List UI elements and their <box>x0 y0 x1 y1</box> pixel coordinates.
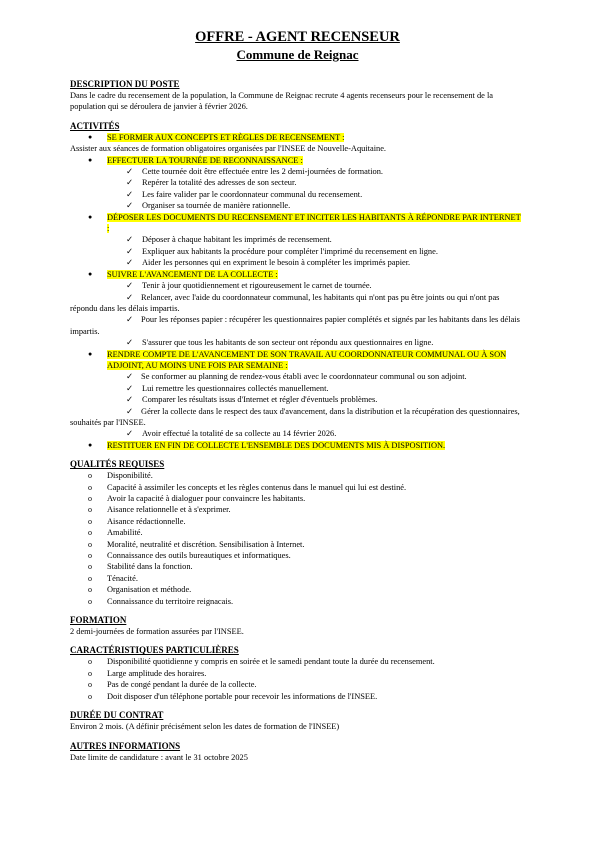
activite-subitem <box>70 314 525 337</box>
activite-item <box>70 155 525 166</box>
check-icon: ✓ <box>126 383 134 393</box>
activite-subitem <box>70 166 525 177</box>
qualite-item: o Ténacité. <box>70 573 525 584</box>
activite-label: EFFECTUER LA TOURNÉE DE RECONNAISSANCE : <box>107 155 303 165</box>
qualites-heading: QUALITÉS REQUISES <box>70 459 165 470</box>
duree-text: Environ 2 mois. (A définir précisément selon les dates de formation de l'INSEE) <box>70 722 340 732</box>
activite-item <box>70 132 525 143</box>
activite-subitem <box>70 280 525 291</box>
activite-label: RESTITUER EN FIN DE COLLECTE L'ENSEMBLE DES DOCUMENTS MIS À DISPOSITION. <box>107 440 446 450</box>
duree-heading: DURÉE DU CONTRAT <box>70 710 164 721</box>
activite-subitem <box>70 257 525 268</box>
activite-label: RENDRE COMPTE DE L'AVANCEMENT DE SON TRAVAIL AU COORDONNATEUR COMMUNAL OU À SON ADJOINT, AU MOINS UNE FOIS PAR SEMAINE : <box>107 349 507 370</box>
caracteristique-item: o Pas de congé pendant la durée de la collecte. <box>70 679 525 690</box>
check-icon: ✓ <box>126 246 134 256</box>
caracteristique-item: o Disponibilité quotidienne y compris en soirée et le samedi pendant toute la durée du recensement. <box>70 656 525 667</box>
activite-subitem-text: Expliquer aux habitants la procédure pour compléter l'imprimé du recensement en ligne. <box>142 246 438 256</box>
check-icon: ✓ <box>126 292 134 302</box>
description-text: Dans le cadre du recensement de la population, la Commune de Reignac recrute 4 agents recenseurs pour le recensement de la population qui se déroulera de janvier à février 2026. <box>70 91 493 112</box>
qualite-item: o Organisation et méthode. <box>70 584 525 595</box>
activite-subitem <box>70 234 525 245</box>
activite-subitem-text: Déposer à chaque habitant les imprimés de recensement. <box>142 235 332 245</box>
activite-label: SE FORMER AUX CONCEPTS ET RÈGLES DE RECENSEMENT : <box>107 132 345 142</box>
qualite-item: o Connaissance des outils bureautiques et informatiques. <box>70 550 525 561</box>
activite-item <box>70 349 525 372</box>
qualite-item: o Aisance rédactionnelle. <box>70 516 525 527</box>
qualite-item: o Moralité, neutralité et discrétion. Sensibilisation à Internet. <box>70 539 525 550</box>
check-icon: ✓ <box>126 338 134 348</box>
activite-subitem-text: Organiser sa tournée de manière rationnelle. <box>142 201 291 211</box>
check-icon: ✓ <box>126 315 134 325</box>
qualites-list <box>70 470 525 607</box>
page-subtitle: Commune de Reignac <box>236 47 359 62</box>
caracteristique-item: o Large amplitude des horaires. <box>70 668 525 679</box>
activites-list <box>70 132 525 451</box>
activite-subitem-text: S'assurer que tous les habitants de son secteur ont répondu aux questionnaires en ligne. <box>142 338 434 348</box>
activite-subitem-text: Relancer, avec l'aide du coordonnateur communal, les habitants qui n'ont pas pu être joints ou qui n'ont pas répondu dans les délais impartis. <box>70 292 500 313</box>
qualite-item: o Aisance relationnelle et à s'exprimer. <box>70 504 525 515</box>
activite-subitem-text: Avoir effectué la totalité de sa collecte au 14 février 2026. <box>142 429 337 439</box>
activites-heading: ACTIVITÉS <box>70 120 120 131</box>
qualite-item: o Avoir la capacité à dialoguer pour convaincre les habitants. <box>70 493 525 504</box>
activite-subitem-text: Repérer la totalité des adresses de son secteur. <box>142 178 297 188</box>
check-icon: ✓ <box>126 395 134 405</box>
check-icon: ✓ <box>126 372 134 382</box>
qualite-item: o Stabilité dans la fonction. <box>70 561 525 572</box>
activite-subitem <box>70 292 525 315</box>
check-icon: ✓ <box>126 201 134 211</box>
page-title: OFFRE - AGENT RECENSEUR <box>195 29 400 45</box>
caracteristiques-list <box>70 656 525 702</box>
activite-subitem-text: Comparer les résultats issus d'Internet et régler d'éventuels problèmes. <box>142 395 378 405</box>
qualite-item: o Connaissance du territoire reignacais. <box>70 596 525 607</box>
activite-subitem-text: Tenir à jour quotidiennement et rigoureusement le carnet de tournée. <box>142 281 372 291</box>
caracteristiques-heading: CARACTÉRISTIQUES PARTICULIÈRES <box>70 645 239 656</box>
autres-heading: AUTRES INFORMATIONS <box>70 740 181 751</box>
activite-subitem <box>70 200 525 211</box>
activite-subitem <box>70 371 525 382</box>
activite-subitem-text: Lui remettre les questionnaires collectés manuellement. <box>142 383 329 393</box>
activite-item <box>70 440 525 451</box>
check-icon: ✓ <box>126 167 134 177</box>
check-icon: ✓ <box>126 406 134 416</box>
activite-subitem-text: Se conformer au planning de rendez-vous établi avec le coordonnateur communal ou son adjoint. <box>141 372 467 382</box>
check-icon: ✓ <box>126 235 134 245</box>
activite-label: DÉPOSER LES DOCUMENTS DU RECENSEMENT ET INCITER LES HABITANTS À RÉPONDRE PAR INTERNET : <box>107 212 521 234</box>
activite-subitem <box>70 246 525 257</box>
description-heading: DESCRIPTION DU POSTE <box>70 79 180 89</box>
activite-subitem <box>70 337 525 348</box>
activite-item <box>70 269 525 280</box>
activite-subitem <box>70 383 525 394</box>
autres-text: Date limite de candidature : avant le 31 octobre 2025 <box>70 752 248 762</box>
check-icon: ✓ <box>126 429 134 439</box>
activite-subitem-text: Cette tournée doit être effectuée entre les 2 demi-journées de formation. <box>142 167 383 177</box>
activite-subitem <box>70 394 525 405</box>
activite-subitem <box>70 177 525 188</box>
activite-note: Assister aux séances de formation obligatoires organisées par l'INSEE de Nouvelle-Aquitaine. <box>70 144 387 154</box>
activite-subitem-text: Les faire valider par le coordonnateur communal du recensement. <box>142 189 363 199</box>
caracteristique-item: o Doit disposer d'un téléphone portable pour recevoir les informations de l'INSEE. <box>70 691 525 702</box>
activite-subitem <box>70 189 525 200</box>
check-icon: ✓ <box>126 189 134 199</box>
activite-label: SUIVRE L'AVANCEMENT DE LA COLLECTE : <box>107 269 278 279</box>
check-icon: ✓ <box>126 258 134 268</box>
qualite-item: o Capacité à assimiler les concepts et les règles contenus dans le manuel qui lui est destiné. <box>70 482 525 493</box>
activite-subitem-text: Gérer la collecte dans le respect des taux d'avancement, dans la distribution et la récupération des questionnaires, souhaités par l'INSEE. <box>70 406 520 427</box>
activite-subitem-text: Aider les personnes qui en expriment le besoin à compléter les imprimés papier. <box>142 258 411 268</box>
qualite-item: o Amabilité. <box>70 527 525 538</box>
formation-heading: FORMATION <box>70 615 127 626</box>
check-icon: ✓ <box>126 281 134 291</box>
activite-subitem <box>70 428 525 439</box>
qualite-item: o Disponibilité. <box>70 470 525 481</box>
activite-subitem-text: Pour les réponses papier : récupérer les questionnaires papier complétés et signés par les habitants dans les délais impartis. <box>70 315 520 336</box>
formation-text: 2 demi-journées de formation assurées par l'INSEE. <box>70 627 244 637</box>
activite-item <box>70 212 525 235</box>
activite-subitem <box>70 406 525 429</box>
check-icon: ✓ <box>126 178 134 188</box>
